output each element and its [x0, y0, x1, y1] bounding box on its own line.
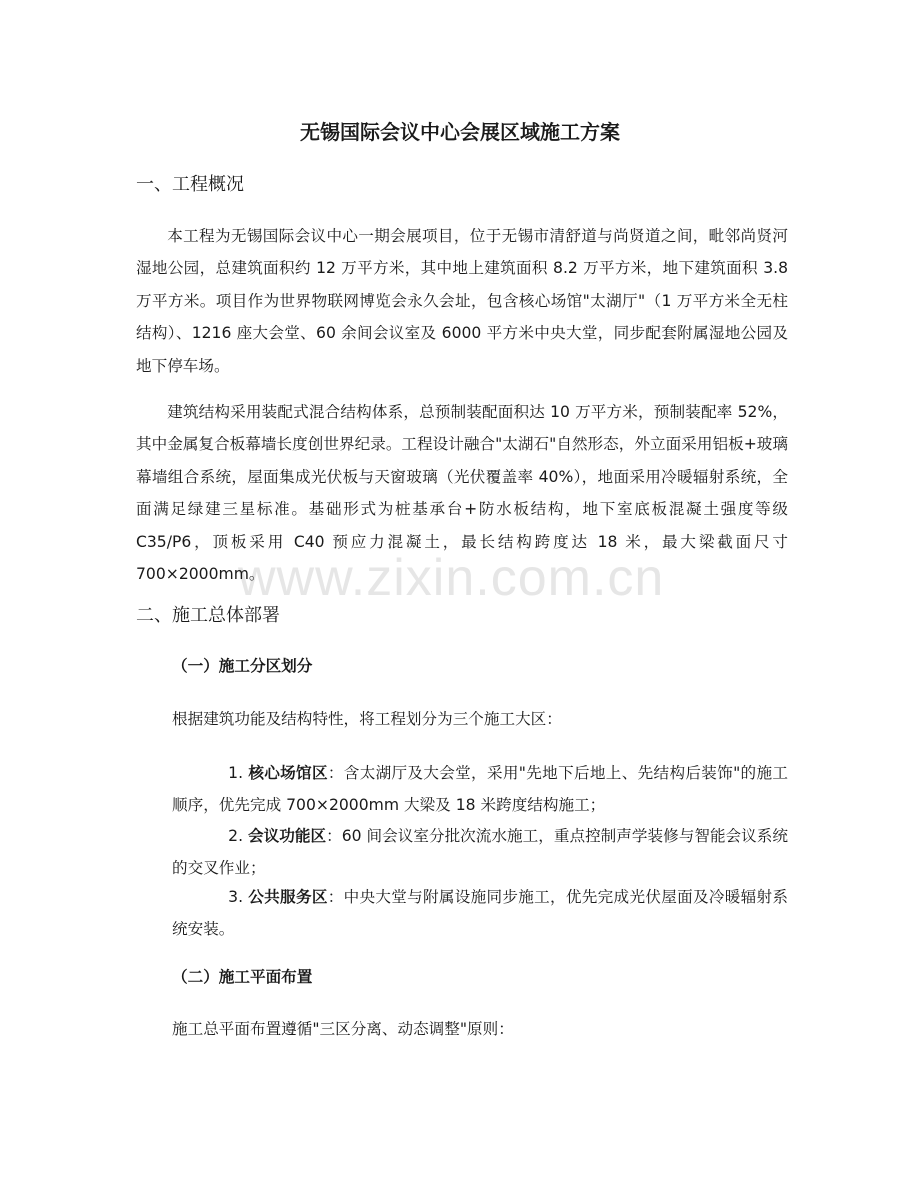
section-heading-overview: 一、工程概况 [136, 174, 244, 195]
zone-item-name: 核心场馆区 [248, 764, 328, 782]
zone-item-text: ：含太湖厅及大会堂，采用"先地下后地上、先结构后装饰"的施工顺序，优先完成 700×2000mm 大梁及 18 米跨度结构施工； [172, 764, 788, 815]
layout-intro: 施工总平面布置遵循"三区分离、动态调整"原则： [172, 1020, 514, 1038]
zone-item-number: 2. [228, 827, 244, 845]
zone-item-name: 公共服务区 [248, 888, 328, 906]
zone-item-number: 1. [228, 764, 244, 782]
zone-item-meeting [172, 820, 788, 885]
overview-paragraph-2: 建筑结构采用装配式混合结构体系，总预制装配面积达 10 万平方米，预制装配率 52%，其中金属复合板幕墙长度创世界纪录。工程设计融合"太湖石"自然形态，外立面采用铝板+玻璃幕墙组合系统，屋面集成光伏板与天窗玻璃（光伏覆盖率 40%），地面采用冷暖辐射系统，全面满足绿建三星标准。基础形式为桩基承台+防水板结构，地下室底板混凝土强度等级 C35/P6，顶板采用 C40 预应力混凝土，最长结构跨度达 18 米，最大梁截面尺寸 700×2000mm。 [136, 403, 788, 584]
subsection-heading-zoning: （一）施工分区划分 [172, 657, 313, 675]
zone-item-text: ：60 间会议室分批次流水施工，重点控制声学装修与智能会议系统的交叉作业； [172, 827, 788, 878]
document-title: 无锡国际会议中心会展区域施工方案 [300, 120, 620, 144]
subsection-heading-layout: （二）施工平面布置 [172, 968, 313, 986]
overview-paragraph-1: 本工程为无锡国际会议中心一期会展项目，位于无锡市清舒道与尚贤道之间，毗邻尚贤河湿地公园，总建筑面积约 12 万平方米，其中地上建筑面积 8.2 万平方米，地下建筑面积 3.8 万平方米。项目作为世界物联网博览会永久会址，包含核心场馆"太湖厅"（1 万平方米全无柱结构）、1216 座大会堂、60 余间会议室及 6000 平方米中央大堂，同步配套附属湿地公园及地下停车场。 [136, 227, 788, 375]
zone-item-text: ：中央大堂与附属设施同步施工，优先完成光伏屋面及冷暖辐射系统安装。 [172, 888, 788, 939]
zone-item-number: 3. [228, 888, 244, 906]
zone-item-core [172, 757, 788, 822]
section-heading-deployment: 二、施工总体部署 [136, 605, 280, 626]
zone-item-name: 会议功能区 [248, 827, 327, 845]
watermark: www.zixin.com.cn [238, 549, 665, 607]
zone-item-public [172, 881, 788, 946]
zoning-intro: 根据建筑功能及结构特性，将工程划分为三个施工大区： [172, 710, 562, 728]
